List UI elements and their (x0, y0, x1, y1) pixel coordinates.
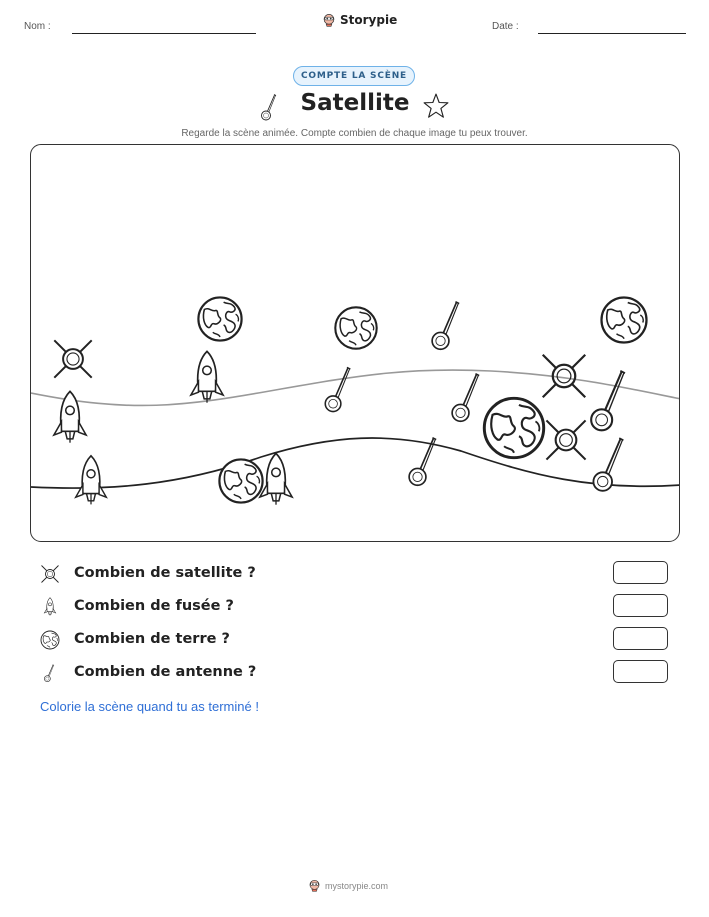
answer-box-satellite[interactable] (613, 561, 668, 584)
date-field[interactable] (538, 33, 686, 34)
mascot-icon (308, 879, 321, 892)
rocket-icon (54, 391, 86, 442)
antenna-icon (452, 374, 479, 422)
rocket-icon (76, 456, 107, 505)
brand-name: Storypie (340, 13, 398, 27)
date-label: Date : (492, 21, 519, 32)
question-row-antenna (38, 660, 672, 686)
back-wave-line (31, 370, 680, 406)
question-text: Combien de terre ? (74, 631, 230, 647)
instructions-subtitle: Regarde la scène animée. Compte combien de chaque image tu peux trouver. (181, 128, 528, 139)
antenna-icon (593, 438, 623, 491)
counting-scene[interactable] (30, 144, 680, 542)
rocket-icon (260, 453, 292, 504)
footer-url: mystorypie.com (325, 880, 389, 891)
antenna-icon (40, 663, 60, 683)
page-title: Satellite (300, 90, 410, 116)
question-row-satellite (38, 561, 672, 587)
rocket-icon (191, 351, 223, 402)
question-row-rocket (38, 594, 672, 620)
earth-icon (219, 459, 262, 502)
rocket-icon (40, 597, 60, 617)
antenna-icon (260, 92, 280, 122)
coloring-instruction: Colorie la scène quand tu as terminé ! (40, 699, 259, 714)
name-label: Nom : (24, 21, 51, 32)
answer-box-antenna[interactable] (613, 660, 668, 683)
answer-box-rocket[interactable] (613, 594, 668, 617)
front-wave-line (31, 438, 680, 488)
earth-icon (40, 630, 60, 650)
satellite-icon (54, 340, 91, 377)
brand-logo (322, 13, 397, 27)
footer (308, 879, 388, 892)
question-row-earth (38, 627, 672, 653)
question-text: Combien de satellite ? (74, 565, 256, 581)
earth-icon (484, 398, 543, 457)
question-text: Combien de fusée ? (74, 598, 234, 614)
scene-drawing (31, 145, 680, 542)
satellite-icon (40, 564, 60, 584)
activity-badge: COMPTE LA SCÈNE (293, 66, 415, 86)
mascot-icon (322, 13, 336, 27)
satellite-icon (546, 420, 585, 459)
name-field[interactable] (72, 33, 256, 34)
answer-box-earth[interactable] (613, 627, 668, 650)
earth-icon (198, 297, 241, 340)
antenna-icon (325, 367, 350, 411)
antenna-icon (432, 302, 459, 350)
question-text: Combien de antenne ? (74, 664, 257, 680)
star-icon (422, 92, 450, 120)
earth-icon (335, 307, 376, 348)
antenna-icon (591, 371, 625, 431)
earth-icon (602, 298, 647, 343)
